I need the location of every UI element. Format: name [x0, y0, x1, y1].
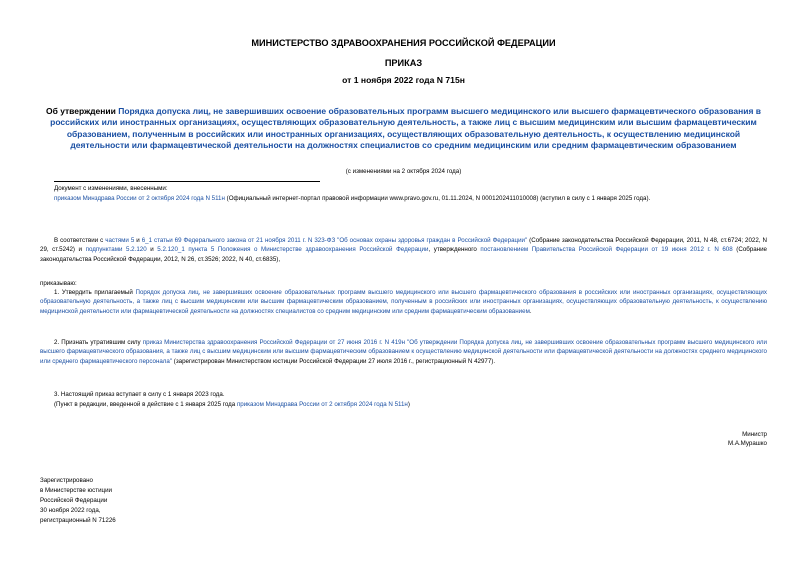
- signatory-name: М.А.Мурашко: [727, 440, 767, 448]
- basis-link-3[interactable]: подпунктами 5.2.120: [85, 246, 147, 254]
- title-prefix: Об утверждении: [45, 106, 119, 116]
- basis-text-2: и: [134, 237, 142, 244]
- registration-line-2: в Министерстве юстиции: [40, 487, 113, 494]
- item3-note-link[interactable]: приказом Минздрава России от 2 октября 2024 года N 511н: [236, 401, 408, 408]
- item-3-note: [54, 400, 767, 409]
- amendment-reference: [54, 195, 774, 203]
- document-title: [40, 106, 767, 152]
- basis-text-3: (Собрание законодательства Российской Федерации, 2011, N 48, ст.6724; 2022, N 29, ст.5242) и: [40, 237, 767, 254]
- basis-text-1: В соответствии с: [54, 237, 106, 244]
- amendment-tail: (Официальный интернет-портал правовой информации www.pravo.gov.ru, 01.11.2024, N 0001202411010008) (вступил в силу с 1 января 2025 года).: [224, 195, 651, 202]
- registration-line-3: Российской Федерации: [40, 497, 108, 504]
- item2-order-link[interactable]: приказ Министерства здравоохранения Российской Федерации от 27 июня 2016 г. N 419н "Об утверждении Порядка допуска лиц, не завершивших освоение образовательных программ высшего медицинского или высшего фармацевтического образования, а также лиц с высшим медицинским или высшим фармацевтическим образованием к осуществлению медицинской деятельности или фармацевтической деятельности на должностях среднего медицинского или среднего фармацевтического персонала": [40, 339, 767, 365]
- ministry-heading: МИНИСТЕРСТВО ЗДРАВООХРАНЕНИЯ РОССИЙСКОЙ ФЕДЕРАЦИИ: [251, 38, 556, 48]
- basis-text-4: и: [146, 246, 158, 254]
- item-1-paragraph: [40, 288, 767, 316]
- revision-note: (с изменениями на 2 октября 2024 года): [345, 168, 462, 175]
- basis-text-6: (Собрание законодательства Российской Федерации, 2012, N 26, ст.3526; 2022, N 40, ст.6835),: [40, 246, 767, 263]
- item3-note-prefix: (Пункт в редакции, введенной в действие с 1 января 2025 года: [54, 401, 237, 408]
- registration-line-1: Зарегистрировано: [40, 477, 93, 484]
- legal-basis-paragraph: [40, 236, 767, 264]
- amendment-intro: Документ с изменениями, внесенными:: [54, 185, 168, 192]
- basis-link-4[interactable]: 5.2.120_1 пункта 5 Положения о Министерстве здравоохранения Российской Федерации: [157, 246, 429, 254]
- basis-link-1[interactable]: частями 5: [105, 237, 135, 244]
- registration-line-4: 30 ноября 2022 года,: [40, 507, 101, 514]
- basis-link-2[interactable]: 6_1 статьи 69 Федерального закона от 21 ноября 2011 г. N 323-ФЗ "Об основах охраны здоровья граждан в Российской Федерации": [141, 237, 528, 244]
- document-date-number: от 1 ноября 2022 года N 715н: [342, 75, 465, 85]
- registration-block: [40, 476, 116, 526]
- order-word: приказываю:: [40, 280, 77, 287]
- item-3-paragraph: 3. Настоящий приказ вступает в силу с 1 января 2023 года.: [54, 391, 225, 398]
- registration-line-5: регистрационный N 71226: [40, 517, 116, 524]
- item1-end: .: [529, 307, 532, 315]
- item2-tail: (зарегистрирован Министерством юстиции Российской Федерации 27 июля 2016 г., регистрационный N 42977).: [172, 357, 496, 365]
- basis-link-5[interactable]: постановлением Правительства Российской Федерации от 19 июня 2012 г. N 608: [480, 246, 733, 254]
- item3-note-suffix: ): [407, 401, 410, 408]
- item2-text: 2. Признать утратившим силу: [54, 339, 143, 346]
- item1-procedure-link[interactable]: Порядок допуска лиц, не завершивших освоение образовательных программ высшего медицинского или высшего фармацевтического образования в российских или иностранных организациях, осуществляющих образовательную деятельность, а также лиц с высшим медицинским или высшим фармацевтическим образованием, полученным в российских или иностранных организациях, осуществляющих образовательную деятельность, к осуществлению медицинской деятельности или фармацевтической деятельности на должностях специалистов со средним медицинским или средним фармацевтическим образованием: [40, 289, 767, 315]
- signature-block: [728, 430, 767, 449]
- item1-text: 1. Утвердить прилагаемый: [54, 289, 136, 296]
- signatory-role: Министр: [742, 431, 767, 438]
- basis-text-5: , утвержденного: [428, 246, 481, 254]
- amendment-link[interactable]: приказом Минздрава России от 2 октября 2024 года N 511н: [54, 195, 225, 202]
- document-type: ПРИКАЗ: [384, 58, 423, 68]
- item-2-paragraph: [40, 338, 767, 366]
- title-link[interactable]: Порядка допуска лиц, не завершивших освоение образовательных программ высшего медицинского или высшего фармацевтического образования в российских или иностранных организациях, осуществляющих образовательную деятельность, а также лиц с высшим медицинским или высшим фармацевтическим образованием, полученным в российских или иностранных организациях, осуществляющих образовательную деятельность, к осуществлению медицинской деятельности или фармацевтической деятельности на должностях специалистов со средним медицинским или средним фармацевтическим образованием: [50, 106, 762, 151]
- divider: [54, 181, 320, 182]
